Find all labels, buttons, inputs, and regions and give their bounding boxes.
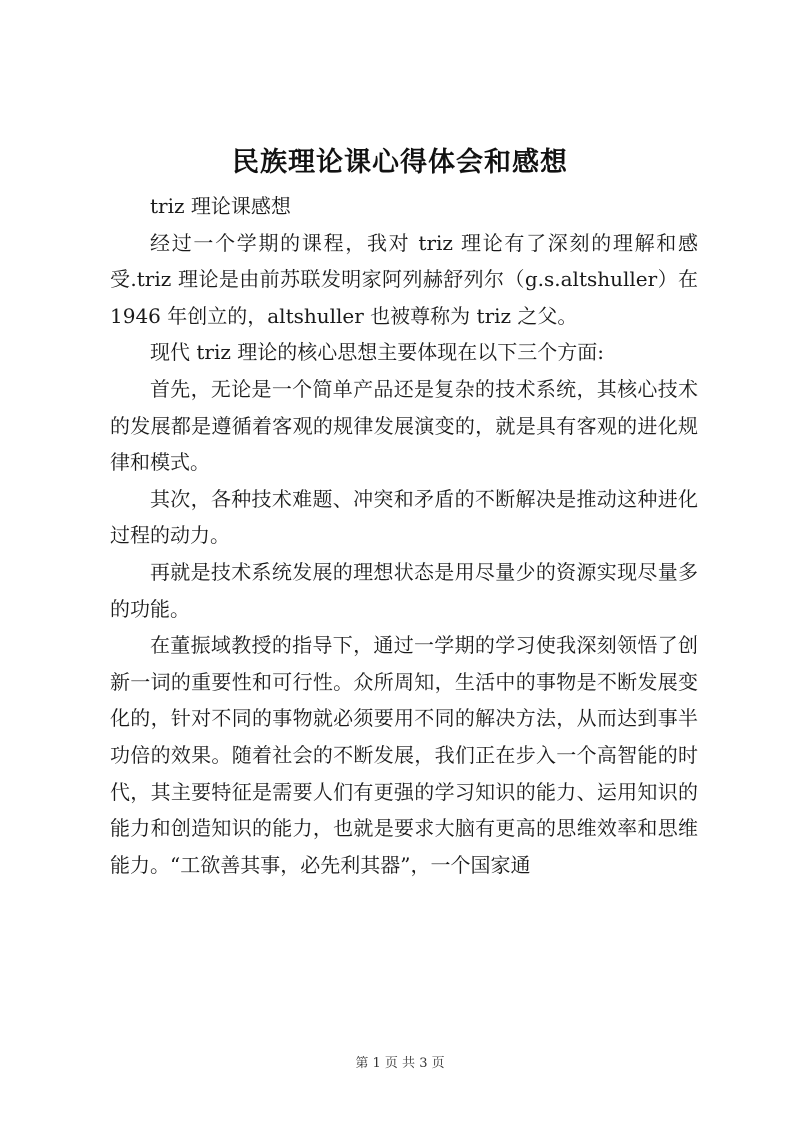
- paragraph-reflection: 在董振域教授的指导下，通过一学期的学习使我深刻领悟了创新一词的重要性和可行性。众所周知，生活中的事物是不断发展变化的，针对不同的事物就必须要用不同的解决方法，从而达到事半功倍的效果。随着社会的不断发展，我们正在步入一个高智能的时代，其主要特征是需要人们有更强的学习知识的能力、运用知识的能力和创造知识的能力，也就是要求大脑有更高的思维效率和思维能力。“工欲善其事，必先利其器”，一个国家通: [110, 633, 698, 877]
- paragraph-core-ideas: 现代 triz 理论的核心思想主要体现在以下三个方面:: [150, 340, 604, 365]
- paragraph-first: 首先，无论是一个简单产品还是复杂的技术系统，其核心技术的发展都是遵循着客观的规律发展演变的，就是具有客观的进化规律和模式。: [110, 376, 698, 475]
- paragraph-second: 其次，各种技术难题、冲突和矛盾的不断解决是推动这种进化过程的动力。: [110, 486, 698, 548]
- document-title: 民族理论课心得体会和感想: [232, 147, 568, 178]
- paragraph-subtitle: triz 理论课感想: [150, 194, 291, 218]
- paragraph-intro: 经过一个学期的课程，我对 triz 理论有了深刻的理解和感受.triz 理论是由前苏联发明家阿列赫舒列尔（g.s.altshuller）在 1946 年创立的，altshuller 也被尊称为 triz 之父。: [110, 230, 698, 328]
- paragraph-third: 再就是技术系统发展的理想状态是用尽量少的资源实现尽量多的功能。: [110, 559, 698, 621]
- page-footer: 第 1 页 共 3 页: [355, 1056, 445, 1071]
- document-body: [110, 188, 698, 883]
